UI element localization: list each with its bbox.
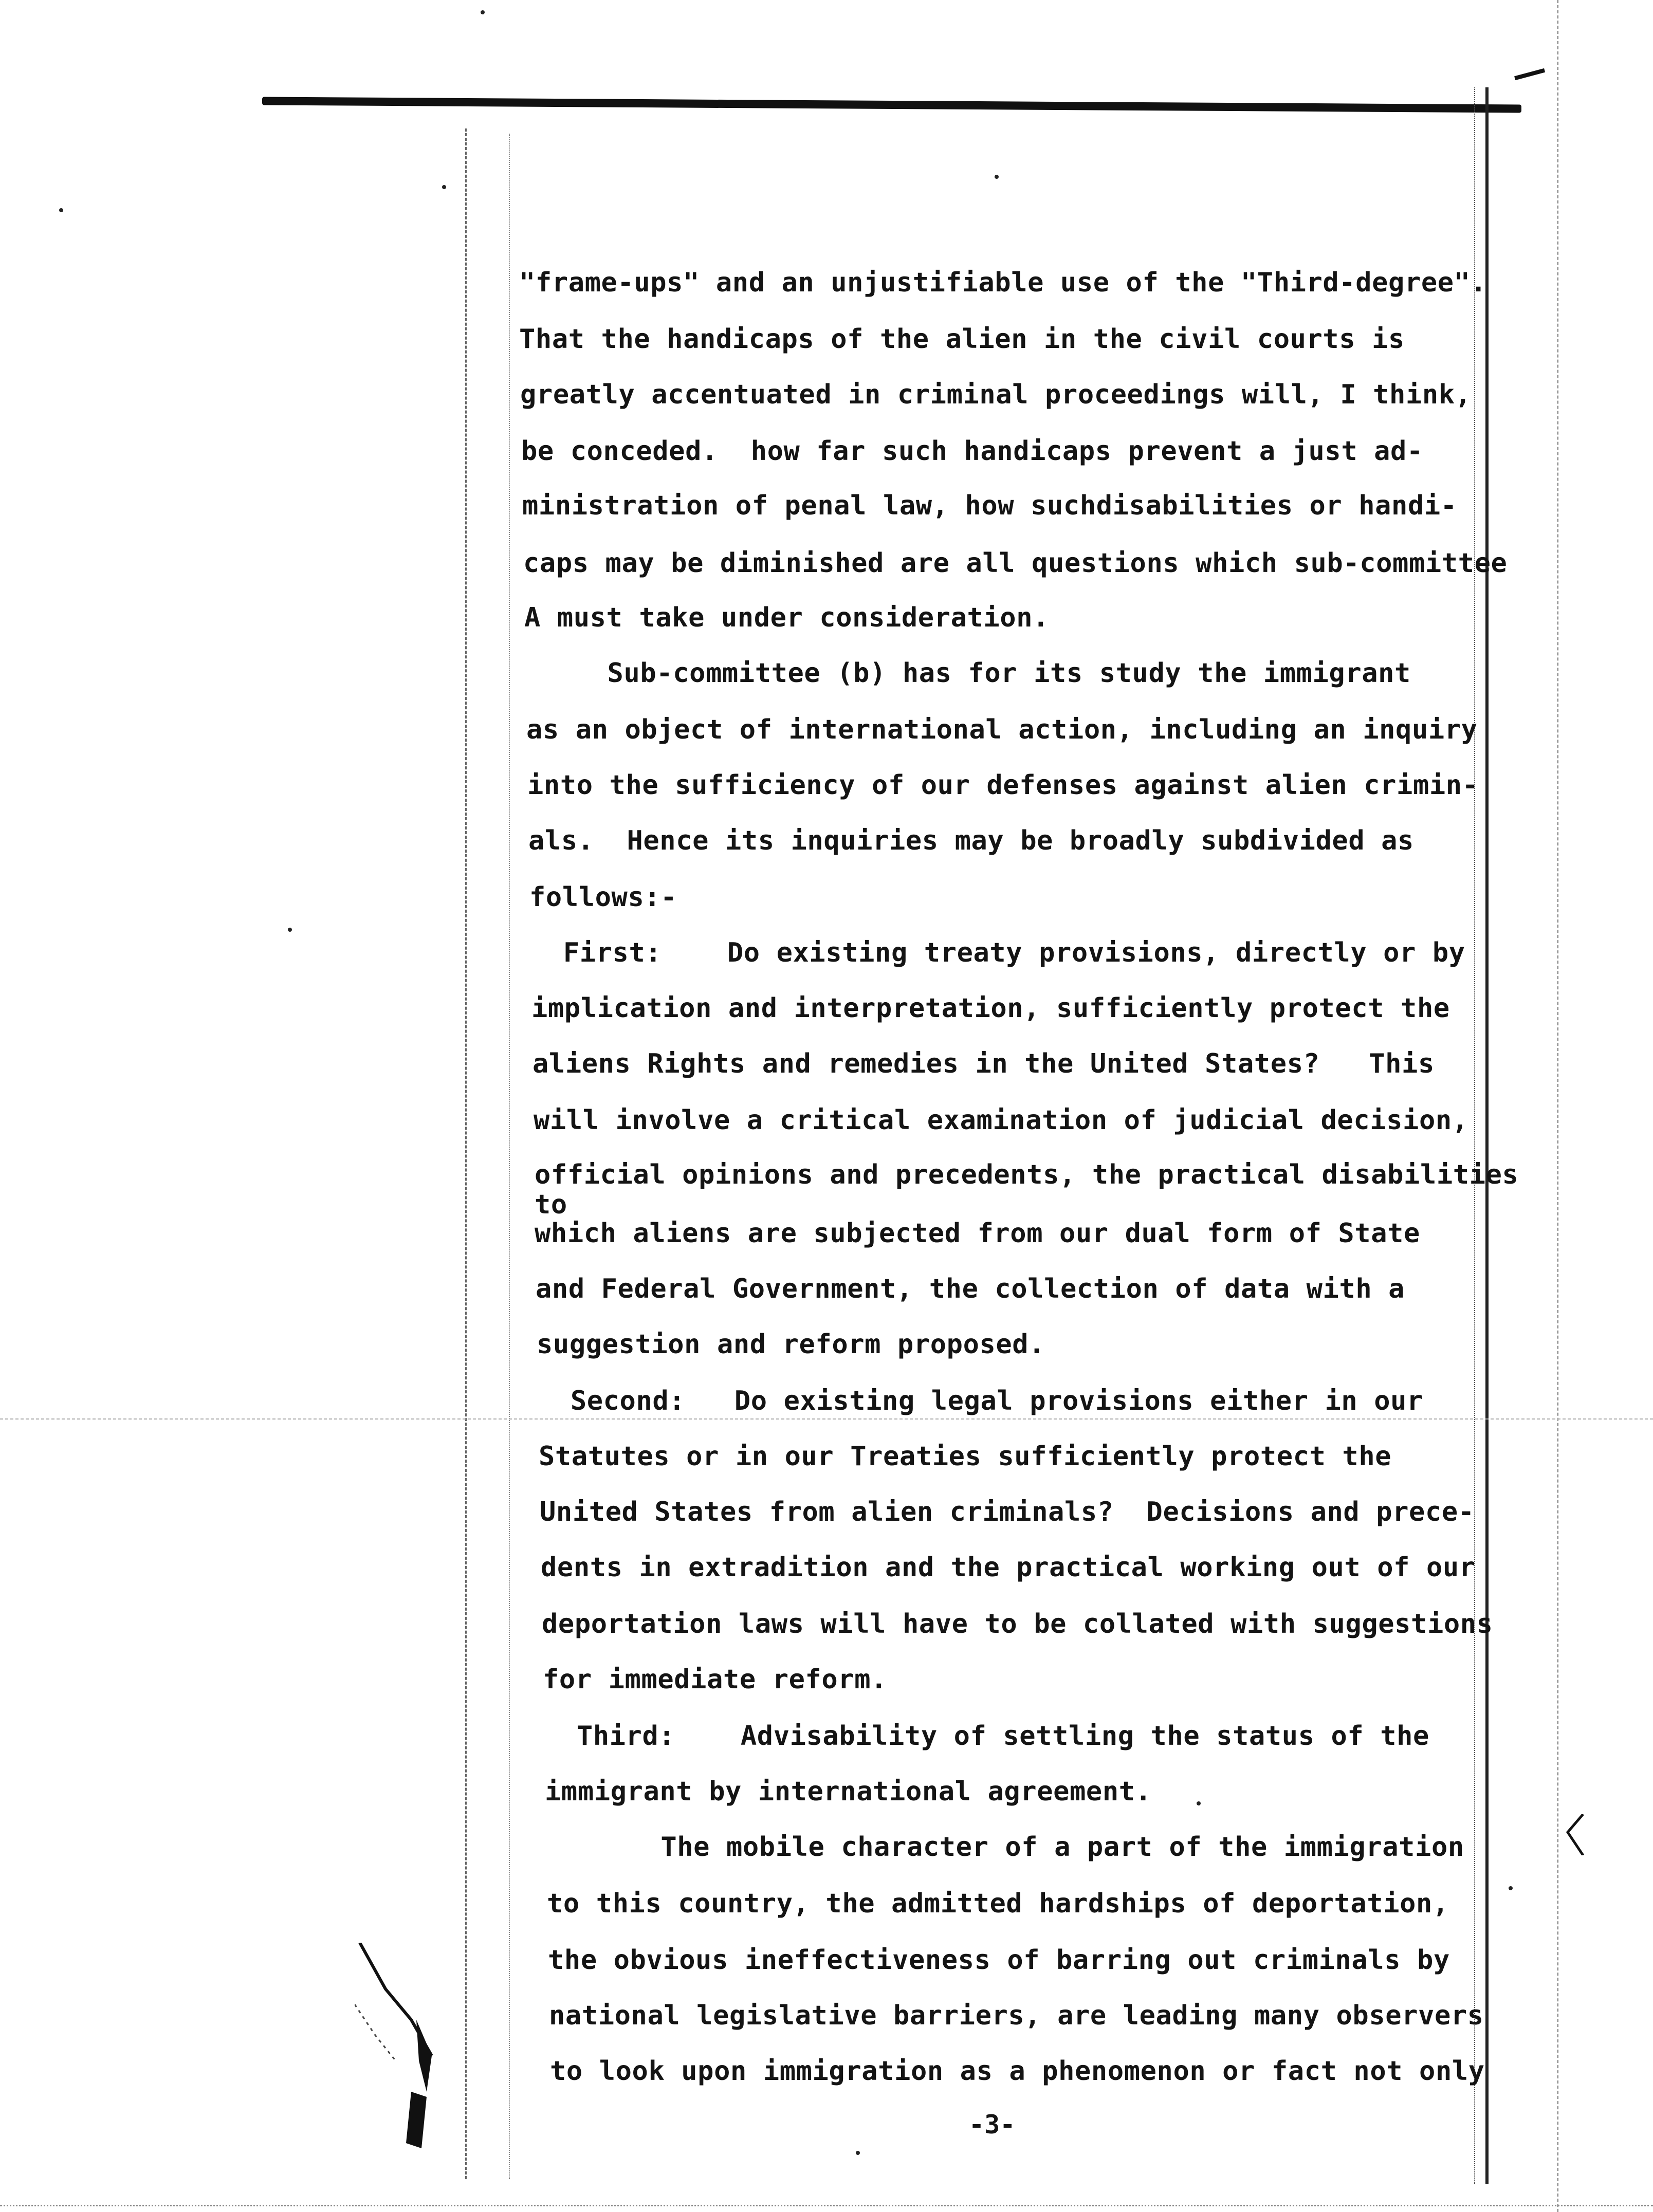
speck: [856, 2151, 860, 2155]
text-line: deportation laws will have to be collated with suggestions: [542, 1609, 1493, 1639]
left-edge-dots: [509, 134, 510, 2179]
text-line: official opinions and precedents, the practical disabilities: [535, 1159, 1519, 1190]
text-line: The mobile character of a part of the immigration: [546, 1832, 1464, 1863]
right-edge-dashes: [1557, 0, 1558, 2212]
page-number: -3-: [969, 2110, 1016, 2140]
text-line: Sub-committee (b) has for its study the immigrant: [525, 658, 1411, 689]
text-line: Third: Advisability of settling the status of the: [544, 1721, 1429, 1752]
text-line: national legislative barriers, are leading many observers: [549, 2000, 1484, 2031]
speck: [288, 928, 292, 932]
text-line: "frame-ups" and an unjustifiable use of the "Third-degree".: [519, 267, 1487, 298]
text-line: will involve a critical examination of judicial decision,: [534, 1105, 1468, 1136]
fold-line: [0, 1418, 1653, 1420]
text-line: which aliens are subjected from our dual form of State: [535, 1218, 1420, 1249]
text-line: to this country, the admitted hardships of deportation,: [547, 1888, 1449, 1919]
text-line: That the handicaps of the alien in the civil courts is: [519, 324, 1405, 355]
speck: [1509, 1886, 1513, 1890]
speck: [1197, 1801, 1201, 1805]
text-line: implication and interpretation, sufficiently protect the: [531, 993, 1450, 1024]
left-edge-dashes: [465, 128, 467, 2179]
text-line: be conceded. how far such handicaps prevent a just ad-: [521, 436, 1423, 467]
speck: [995, 175, 999, 179]
margin-bracket-mark: [1563, 1814, 1593, 1855]
text-line: aliens Rights and remedies in the United States? This: [532, 1048, 1435, 1079]
right-frame-line: [1485, 87, 1489, 2184]
speck: [442, 185, 446, 189]
text-line: into the sufficiency of our defenses against alien crimin-: [527, 770, 1479, 801]
text-line: greatly accentuated in criminal proceedings will, I think,: [520, 379, 1472, 410]
text-line: suggestion and reform proposed.: [537, 1329, 1045, 1360]
bottom-edge: [0, 2205, 1653, 2208]
text-line: to: [535, 1189, 567, 1220]
right-frame-dots: [1474, 87, 1475, 2184]
text-line: als. Hence its inquiries may be broadly subdivided as: [528, 825, 1414, 856]
text-line: dents in extradition and the practical working out of our: [541, 1552, 1476, 1583]
text-line: immigrant by international agreement.: [545, 1776, 1152, 1807]
text-line: ministration of penal law, how suchdisabilities or handi-: [522, 490, 1457, 521]
top-rule: [262, 97, 1521, 113]
text-line: for immediate reform.: [543, 1664, 888, 1695]
text-line: Second: Do existing legal provisions either in our: [538, 1386, 1423, 1416]
text-line: the obvious ineffectiveness of barring out criminals by: [548, 1945, 1450, 1976]
text-line: United States from alien criminals? Decisions and prece-: [540, 1497, 1475, 1527]
text-line: Statutes or in our Treaties sufficiently protect the: [539, 1441, 1392, 1472]
text-line: caps may be diminished are all questions which sub-committee: [523, 548, 1508, 579]
text-line: First: Do existing treaty provisions, directly or by: [530, 937, 1465, 968]
text-line: follows:-: [529, 882, 677, 913]
speck: [481, 10, 485, 14]
text-line: and Federal Government, the collection of data with a: [536, 1274, 1405, 1304]
top-rule-corner: [1514, 68, 1549, 95]
scan-smudge-mark: [355, 1943, 447, 2159]
text-line: as an object of international action, including an inquiry: [526, 714, 1478, 745]
text-line: A must take under consideration.: [524, 602, 1050, 633]
speck: [59, 208, 63, 212]
text-line: to look upon immigration as a phenomenon or fact not only: [550, 2056, 1485, 2087]
